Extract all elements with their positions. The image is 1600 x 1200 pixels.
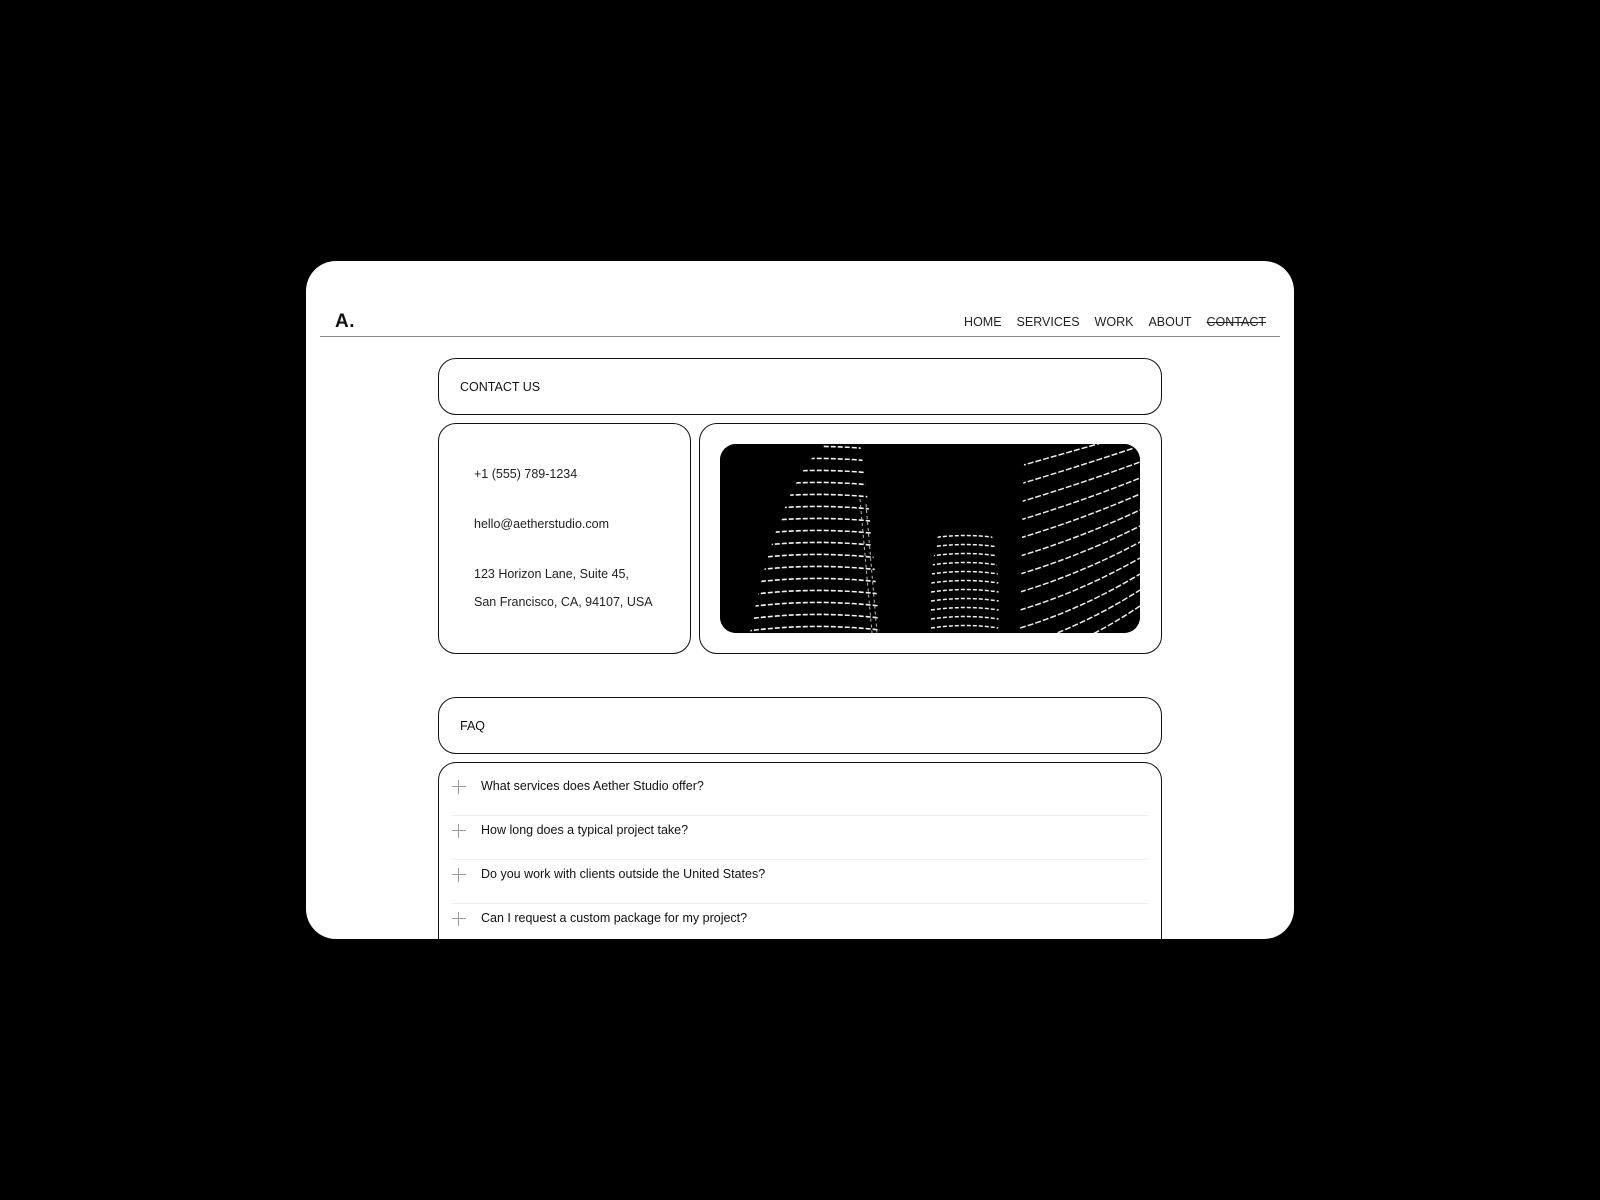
nav-work[interactable]: WORK [1094, 315, 1134, 329]
faq-item[interactable] [452, 860, 1148, 904]
faq-list [438, 762, 1162, 939]
plus-icon[interactable] [452, 912, 466, 926]
contact-info-card [438, 423, 691, 654]
faq-section-title: FAQ [460, 718, 486, 733]
phone-number[interactable]: +1 (555) 789-1234 [474, 467, 578, 481]
faq-question[interactable]: What services does Aether Studio offer? [481, 779, 704, 793]
faq-question[interactable]: Do you work with clients outside the United States? [481, 867, 766, 881]
plus-icon[interactable] [452, 824, 466, 838]
contact-section-title: CONTACT US [460, 379, 541, 394]
faq-question[interactable]: Can I request a custom package for my project? [481, 911, 748, 925]
browser-page [306, 261, 1294, 939]
nav-services[interactable]: SERVICES [1016, 315, 1080, 329]
site-header [320, 309, 1280, 337]
address-line-1: 123 Horizon Lane, Suite 45, [474, 567, 629, 581]
building-photo [720, 444, 1140, 633]
image-card [699, 423, 1162, 654]
skyscraper-illustration [720, 444, 1140, 633]
email-address[interactable]: hello@aetherstudio.com [474, 517, 609, 531]
faq-item[interactable] [452, 816, 1148, 860]
main-nav [964, 315, 1266, 329]
plus-icon[interactable] [452, 780, 466, 794]
nav-contact[interactable]: CONTACT [1206, 315, 1266, 329]
faq-question[interactable]: How long does a typical project take? [481, 823, 689, 837]
logo[interactable]: A. [335, 311, 355, 332]
nav-about[interactable]: ABOUT [1148, 315, 1192, 329]
contact-section-header [438, 358, 1162, 415]
faq-item[interactable] [452, 772, 1148, 816]
nav-home[interactable]: HOME [964, 315, 1002, 329]
faq-section-header [438, 697, 1162, 754]
plus-icon[interactable] [452, 868, 466, 882]
address-line-2: San Francisco, CA, 94107, USA [474, 595, 653, 609]
faq-item[interactable] [452, 904, 1148, 939]
